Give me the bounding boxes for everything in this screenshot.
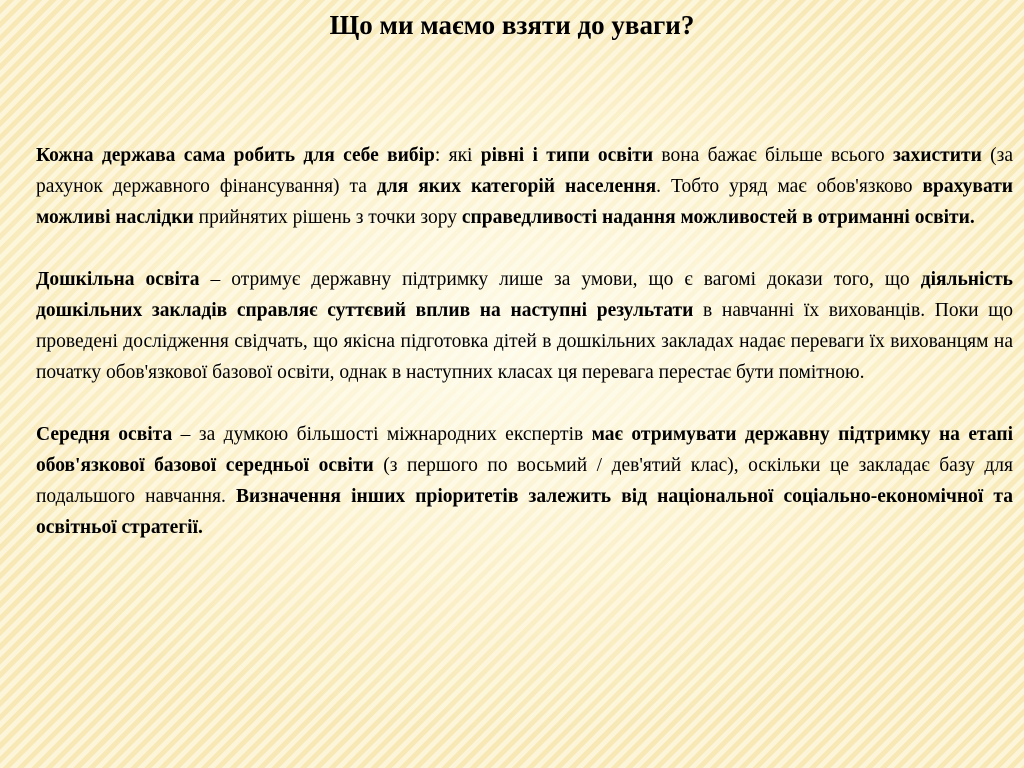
emphasis-text: має отримувати державну підтримку на етапі обов'язкової базової середньої освіти — [36, 424, 1013, 476]
emphasis-text: Дошкільна освіта — [36, 269, 200, 290]
body-text: : які — [434, 145, 481, 166]
slide-body — [36, 140, 1013, 574]
paragraph-state-choice — [36, 140, 1013, 233]
emphasis-text: Визначення інших пріоритетів залежить від національної соціально-економічної та освітньої стратегії. — [36, 486, 1013, 538]
body-text: – отримує державну підтримку лише за умови, що є вагомі докази того, що — [199, 269, 921, 290]
paragraph-secondary-education — [36, 419, 1013, 543]
body-text: (з першого по восьмий / дев'ятий клас), оскільки це закладає базу для подальшого навчання. — [36, 455, 1013, 507]
paragraph-preschool-education — [36, 264, 1013, 388]
emphasis-text: справедливості надання можливостей в отриманні освіти. — [461, 207, 975, 228]
body-text: (за рахунок державного фінансування) та — [36, 145, 1013, 197]
body-text: – за думкою більшості міжнародних експертів — [172, 424, 592, 445]
emphasis-text: рівні і типи освіти — [480, 145, 654, 166]
body-text: . Тобто уряд має обов'язково — [656, 176, 923, 197]
body-text: в навчанні їх вихованців. Поки що проведені дослідження свідчать, що якісна підготовка дітей в дошкільних закладах надає переваги їх вихованцям на початку обов'язкової базової освіти, однак в наступних класах ця перевага перестає бути помітною. — [36, 300, 1013, 383]
body-text: прийнятих рішень з точки зору — [193, 207, 462, 228]
body-text: вона бажає більше всього — [653, 145, 893, 166]
emphasis-text: врахувати можливі наслідки — [36, 176, 1014, 228]
slide-title: Що ми маємо взяти до уваги? — [329, 10, 695, 40]
emphasis-text: для яких категорій населення — [376, 176, 657, 197]
emphasis-text: Кожна держава сама робить для себе вибір — [36, 145, 435, 166]
emphasis-text: Середня освіта — [36, 424, 173, 445]
emphasis-text: захистити — [892, 145, 982, 166]
emphasis-text: діяльність дошкільних закладів справляє суттєвий вплив на наступні результати — [36, 269, 1013, 321]
